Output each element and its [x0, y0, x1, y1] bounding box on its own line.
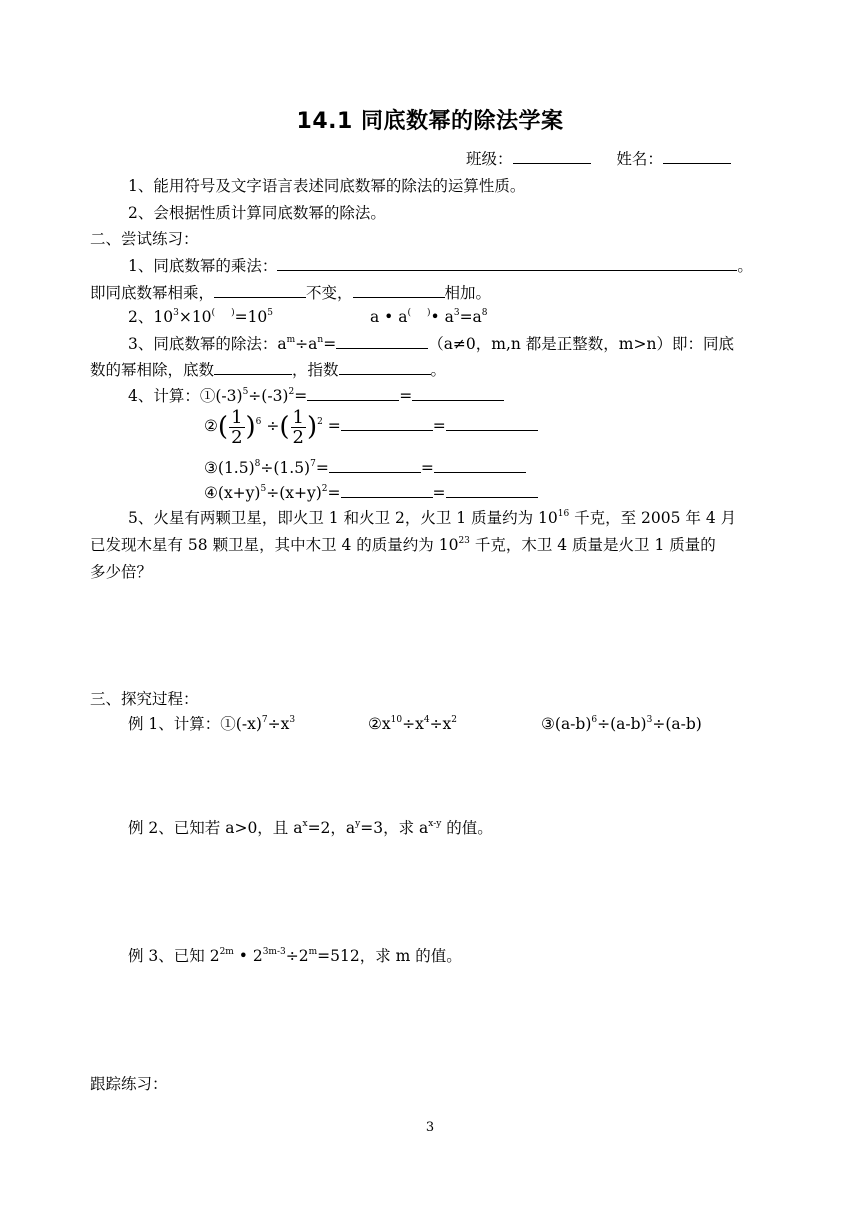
q2-text: =10 [234, 308, 268, 326]
tracking-heading: 跟踪练习： [90, 1075, 168, 1093]
q2-sup: ) [231, 308, 235, 318]
q4-line2 [204, 406, 538, 447]
q4-sup: 2 [288, 387, 295, 397]
q3-blank-base[interactable] [214, 359, 292, 375]
q2-sup: ( [211, 308, 216, 318]
q1-blank-exponent[interactable] [353, 282, 445, 298]
name-label: 姓名： [616, 150, 663, 168]
q1-blank[interactable] [277, 255, 737, 271]
q2-line-b [370, 307, 488, 327]
q4-sup: 5 [242, 387, 249, 397]
class-blank[interactable] [513, 148, 591, 164]
q1-line1 [128, 255, 753, 276]
q5-text: 千克，木卫 4 质量是火卫 1 质量的 [469, 536, 716, 554]
fraction-denominator: 2 [231, 426, 243, 448]
ex2-sup: x-y [428, 819, 442, 829]
ex3-sup: 3m-3 [262, 947, 286, 957]
q5-line1 [128, 508, 736, 528]
ex1-text: ÷(a-b) [652, 715, 702, 733]
objective-1: 1、能用符号及文字语言表述同底数幂的除法的运算性质。 [128, 177, 526, 195]
name-blank[interactable] [663, 148, 731, 164]
q3-line2 [90, 359, 446, 380]
ex3-sup: m [308, 947, 318, 957]
q2-text: • a [430, 308, 454, 326]
q2-line [128, 307, 273, 327]
q4-blank[interactable] [446, 482, 538, 498]
example3-line [128, 946, 462, 966]
q4-sup: 8 [254, 459, 261, 469]
ex1-sup: 6 [591, 715, 598, 725]
q4-sup: 2 [321, 484, 328, 494]
q4-blank[interactable] [446, 415, 538, 431]
fraction-numerator: 1 [231, 406, 243, 428]
q4-text: = [432, 417, 446, 435]
q4-text: ③(1.5) [204, 459, 255, 477]
q1-suffix: 。 [737, 257, 753, 275]
q4-text: ÷(1.5) [260, 459, 311, 477]
ex1-text: ÷x [429, 715, 452, 733]
fraction-numerator: 1 [292, 406, 304, 428]
q3-sup: m [286, 335, 296, 345]
q4-text: = [420, 459, 434, 477]
section2-heading: 二、尝试练习： [90, 230, 199, 248]
q2-sup: 8 [481, 308, 488, 318]
ex2-text: =2，a [307, 819, 356, 837]
q4-text: ÷(x+y) [266, 484, 322, 502]
q3-text: 数的幂相除，底数 [90, 361, 215, 379]
ex1-sup: 3 [289, 715, 296, 725]
q4-blank[interactable] [341, 482, 433, 498]
ex3-text: • 2 [233, 947, 263, 965]
q4-blank[interactable] [307, 385, 399, 401]
q2-sup: 5 [267, 308, 274, 318]
ex1-sup: 10 [390, 715, 403, 725]
q3-text: 3、同底数幂的除法：a [128, 335, 287, 353]
ex2-text: 例 2、已知若 a>0，且 a [128, 819, 303, 837]
q4-sup: 7 [310, 459, 316, 469]
q5-sup: 16 [557, 509, 570, 519]
q4-line1 [128, 385, 504, 406]
ex3-text: ÷2 [285, 947, 309, 965]
q1-prefix: 1、同底数幂的乘法： [128, 257, 278, 275]
ex1-text: ÷x [402, 715, 424, 733]
page-title: 14.1 同底数幂的除法学案 [296, 109, 564, 134]
q4-sup: 6 [255, 417, 262, 427]
ex1-sup: 2 [451, 715, 458, 725]
q3-text: ÷a [295, 335, 318, 353]
q2-sup: ( [407, 308, 411, 318]
ex1-text: ③(a-b) [541, 715, 592, 733]
example1-part2 [368, 714, 457, 734]
ex1-text: ②x [368, 715, 391, 733]
q4-line3 [204, 457, 526, 478]
ex3-text: =512，求 m 的值。 [317, 947, 462, 965]
q1-line2 [90, 282, 491, 303]
q3-blank[interactable] [336, 333, 428, 349]
q5-text: 千克，至 2005 年 4 月 [569, 509, 737, 527]
q4-blank[interactable] [329, 457, 421, 473]
q2-text: =a [459, 308, 482, 326]
paren: ( [279, 412, 290, 442]
q4-blank[interactable] [434, 457, 526, 473]
objective-2: 2、会根据性质计算同底数幂的除法。 [128, 204, 386, 222]
q4-text: = [294, 387, 308, 405]
q4-text: = [315, 459, 329, 477]
ex1-text: 例 1、计算：①(-x) [128, 715, 262, 733]
q4-text: 4、计算：①(-3) [128, 387, 243, 405]
q4-text: = [432, 484, 446, 502]
q4-text: = [399, 387, 413, 405]
ex1-sup: 7 [261, 715, 268, 725]
q2-sup: ) [427, 308, 431, 318]
fraction-half [229, 408, 244, 447]
class-name-row [466, 148, 731, 169]
q4-sup: 2 [317, 417, 323, 427]
q5-line2 [90, 535, 716, 555]
section3-heading: 三、探究过程： [90, 690, 199, 708]
q1-line2-text: 即同底数幂相乘， [90, 284, 215, 302]
q1-blank-base[interactable] [214, 282, 306, 298]
q1-line2-text: 相加。 [444, 284, 492, 302]
q3-text: （a≠0，m,n 都是正整数，m>n）即：同底 [428, 335, 734, 353]
q1-line2-text: 不变， [306, 284, 353, 302]
ex2-text: 的值。 [441, 819, 493, 837]
ex3-text: 例 3、已知 2 [128, 947, 220, 965]
ex2-sup: x [302, 819, 308, 829]
q5-text: 5、火星有两颗卫星，即火卫 1 和火卫 2，火卫 1 质量约为 10 [128, 509, 558, 527]
paren: ) [245, 412, 256, 442]
q4-text: = [327, 417, 341, 435]
example1-part3 [541, 714, 702, 734]
ex2-sup: y [355, 819, 361, 829]
example1-line [128, 714, 295, 734]
fraction-denominator: 2 [292, 426, 304, 448]
paren: ( [217, 412, 229, 442]
q4-line4 [204, 482, 538, 503]
q4-text: ④(x+y) [204, 484, 261, 502]
q2-sup: 3 [173, 308, 179, 318]
ex1-text: ÷x [267, 715, 290, 733]
ex2-text: =3，求 a [360, 819, 429, 837]
q4-text: = [327, 484, 341, 502]
page-number: 3 [425, 1120, 435, 1135]
q5-text: 已发现木星有 58 颗卫星，其中木卫 4 的质量约为 10 [90, 536, 459, 554]
q4-blank[interactable] [412, 385, 504, 401]
q4-text: ÷(-3) [248, 387, 289, 405]
q4-blank[interactable] [341, 415, 433, 431]
q3-sup: n [317, 335, 324, 345]
q3-text: = [323, 335, 337, 353]
q4-sup: 5 [260, 484, 267, 494]
q3-text: ，指数 [292, 361, 339, 379]
q5-sup: 23 [458, 536, 470, 546]
q3-blank-exponent[interactable] [339, 359, 431, 375]
q5-line3: 多少倍？ [90, 563, 153, 581]
ex3-sup: 2m [219, 947, 234, 957]
example2-line [128, 818, 493, 838]
q4-text: ÷ [266, 417, 280, 435]
class-label: 班级： [466, 150, 513, 168]
q3-line1 [128, 333, 734, 354]
q4-text: ② [204, 417, 218, 435]
q3-text: 。 [430, 361, 447, 379]
q2-sup: 3 [453, 308, 460, 318]
ex1-text: ÷(a-b) [597, 715, 647, 733]
ex1-sup: 4 [423, 715, 430, 725]
fraction-half [291, 408, 306, 447]
paren: ) [306, 412, 318, 442]
ex1-sup: 3 [646, 715, 653, 725]
q2-text: ×10 [178, 308, 212, 326]
q2-text: a • a [370, 308, 408, 326]
q2-text: 2、10 [128, 308, 174, 326]
